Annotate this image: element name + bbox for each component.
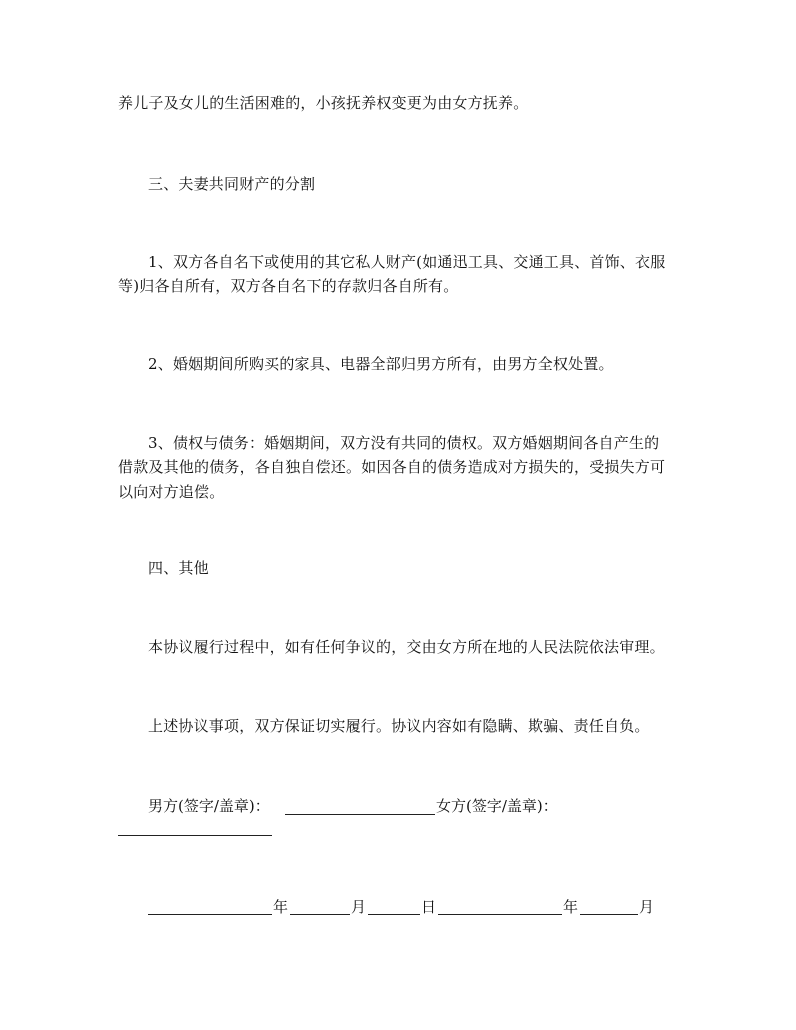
female-date-month-blank[interactable] bbox=[580, 914, 638, 915]
item-3-line-1: 3、债权与债务：婚姻期间，双方没有共同的债权。双方婚姻期间各自产生的 bbox=[148, 434, 660, 452]
female-signature-label: 女方(签字/盖章)： bbox=[436, 797, 558, 815]
section-3-heading: 三、夫妻共同财产的分割 bbox=[148, 175, 316, 193]
item-3-line-3: 以向对方追偿。 bbox=[118, 483, 225, 501]
paragraph-custody-end: 养儿子及女儿的生活困难的，小孩抚养权变更为由女方抚养。 bbox=[118, 94, 529, 112]
item-1-line-2: 等)归各自所有，双方各自名下的存款归各自所有。 bbox=[118, 277, 459, 295]
male-date-month-blank[interactable] bbox=[290, 914, 350, 915]
other-clause-1: 本协议履行过程中，如有任何争议的，交由女方所在地的人民法院依法审理。 bbox=[148, 638, 665, 656]
male-date-day-label: 日 bbox=[421, 898, 437, 916]
male-date-year-blank[interactable] bbox=[148, 914, 272, 915]
item-3-line-2: 借款及其他的债务，各自独自偿还。如因各自的债务造成对方损失的，受损失方可 bbox=[118, 458, 666, 476]
female-date-year-label: 年 bbox=[563, 898, 579, 916]
male-date-month-label: 月 bbox=[351, 898, 367, 916]
female-date-month-label: 月 bbox=[639, 898, 655, 916]
male-signature-blank[interactable] bbox=[285, 814, 435, 815]
item-2: 2、婚姻期间所购买的家具、电器全部归男方所有，由男方全权处置。 bbox=[148, 355, 614, 373]
male-date-year-label: 年 bbox=[273, 898, 289, 916]
item-1-line-1: 1、双方各自名下或使用的其它私人财产(如通迅工具、交通工具、首饰、衣服 bbox=[148, 253, 666, 271]
female-date-year-blank[interactable] bbox=[438, 914, 562, 915]
male-signature-label: 男方(签字/盖章)： bbox=[148, 797, 270, 815]
male-date-day-blank[interactable] bbox=[368, 914, 420, 915]
female-signature-blank[interactable] bbox=[118, 835, 272, 836]
section-4-heading: 四、其他 bbox=[148, 559, 209, 577]
other-clause-2: 上述协议事项，双方保证切实履行。协议内容如有隐瞒、欺骗、责任自负。 bbox=[148, 717, 650, 735]
